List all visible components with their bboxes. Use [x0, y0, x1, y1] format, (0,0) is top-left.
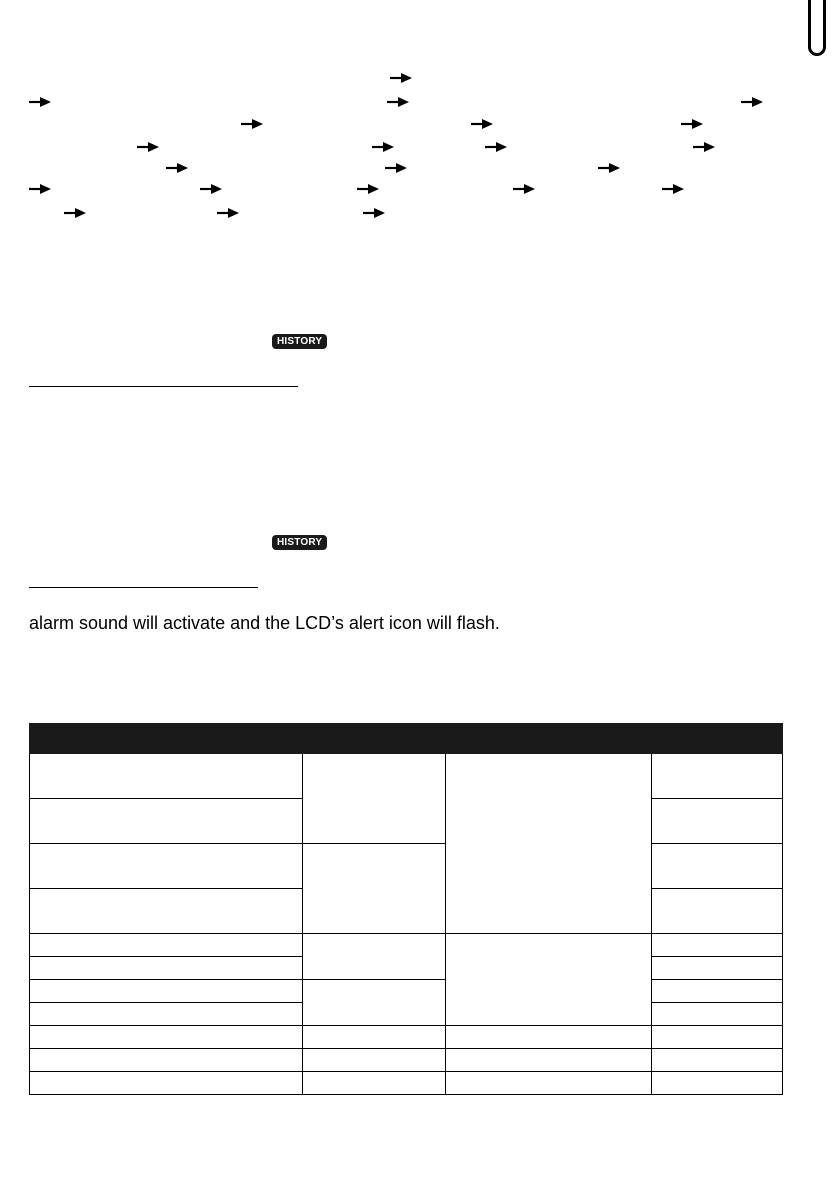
right-arrow-icon [485, 142, 507, 152]
table-cell [30, 980, 303, 1003]
right-arrow-icon [390, 73, 412, 83]
table-cell [303, 844, 446, 934]
table-cell [652, 844, 783, 889]
history-badge: HISTORY [272, 334, 327, 349]
table-cell [652, 799, 783, 844]
right-arrow-icon [513, 184, 535, 194]
right-arrow-icon [217, 208, 239, 218]
table-cell [446, 934, 652, 1026]
table-cell [30, 1049, 303, 1072]
table-cell [303, 1026, 446, 1049]
header-cell [446, 724, 652, 754]
right-arrow-icon [29, 97, 51, 107]
table-cell [30, 934, 303, 957]
table-cell [652, 1049, 783, 1072]
right-arrow-icon [137, 142, 159, 152]
table-cell [30, 957, 303, 980]
right-arrow-icon [166, 163, 188, 173]
table-cell [30, 889, 303, 934]
side-tab-icon [800, 0, 839, 62]
table-cell [303, 934, 446, 980]
right-arrow-icon [385, 163, 407, 173]
right-arrow-icon [471, 119, 493, 129]
table-cell [652, 1003, 783, 1026]
right-arrow-icon [357, 184, 379, 194]
table-cell [303, 1072, 446, 1095]
spec-table [29, 723, 783, 1095]
right-arrow-icon [741, 97, 763, 107]
alarm-description: alarm sound will activate and the LCD’s alert icon will flash. [29, 613, 500, 633]
right-arrow-icon [363, 208, 385, 218]
table-cell [30, 754, 303, 799]
right-arrow-icon [241, 119, 263, 129]
table-cell [30, 1026, 303, 1049]
table-cell [303, 754, 446, 844]
right-arrow-icon [693, 142, 715, 152]
table-row [30, 754, 783, 799]
table-cell [652, 1026, 783, 1049]
table-row [30, 980, 783, 1003]
table-cell [303, 980, 446, 1026]
right-arrow-icon [64, 208, 86, 218]
right-arrow-icon [372, 142, 394, 152]
table-row [30, 1026, 783, 1049]
table-cell [652, 934, 783, 957]
header-cell [652, 724, 783, 754]
table-row [30, 934, 783, 957]
table-cell [30, 844, 303, 889]
table-cell [652, 980, 783, 1003]
table-cell [652, 754, 783, 799]
right-arrow-icon [200, 184, 222, 194]
table-cell [30, 1072, 303, 1095]
section-underline [29, 386, 298, 387]
header-cell [303, 724, 446, 754]
table-row [30, 1072, 783, 1095]
table-cell [652, 1072, 783, 1095]
right-arrow-icon [598, 163, 620, 173]
header-cell [30, 724, 303, 754]
table-row [30, 844, 783, 889]
table-cell [446, 1072, 652, 1095]
right-arrow-icon [662, 184, 684, 194]
table-row [30, 1049, 783, 1072]
table-header [30, 724, 783, 754]
right-arrow-icon [387, 97, 409, 107]
table-cell [652, 957, 783, 980]
table-cell [303, 1049, 446, 1072]
table-cell [652, 889, 783, 934]
table-cell [446, 1026, 652, 1049]
right-arrow-icon [29, 184, 51, 194]
table-cell [446, 1049, 652, 1072]
right-arrow-icon [681, 119, 703, 129]
table-cell [446, 754, 652, 934]
table-cell [30, 1003, 303, 1026]
section-underline [29, 587, 258, 588]
history-badge: HISTORY [272, 535, 327, 550]
table-cell [30, 799, 303, 844]
